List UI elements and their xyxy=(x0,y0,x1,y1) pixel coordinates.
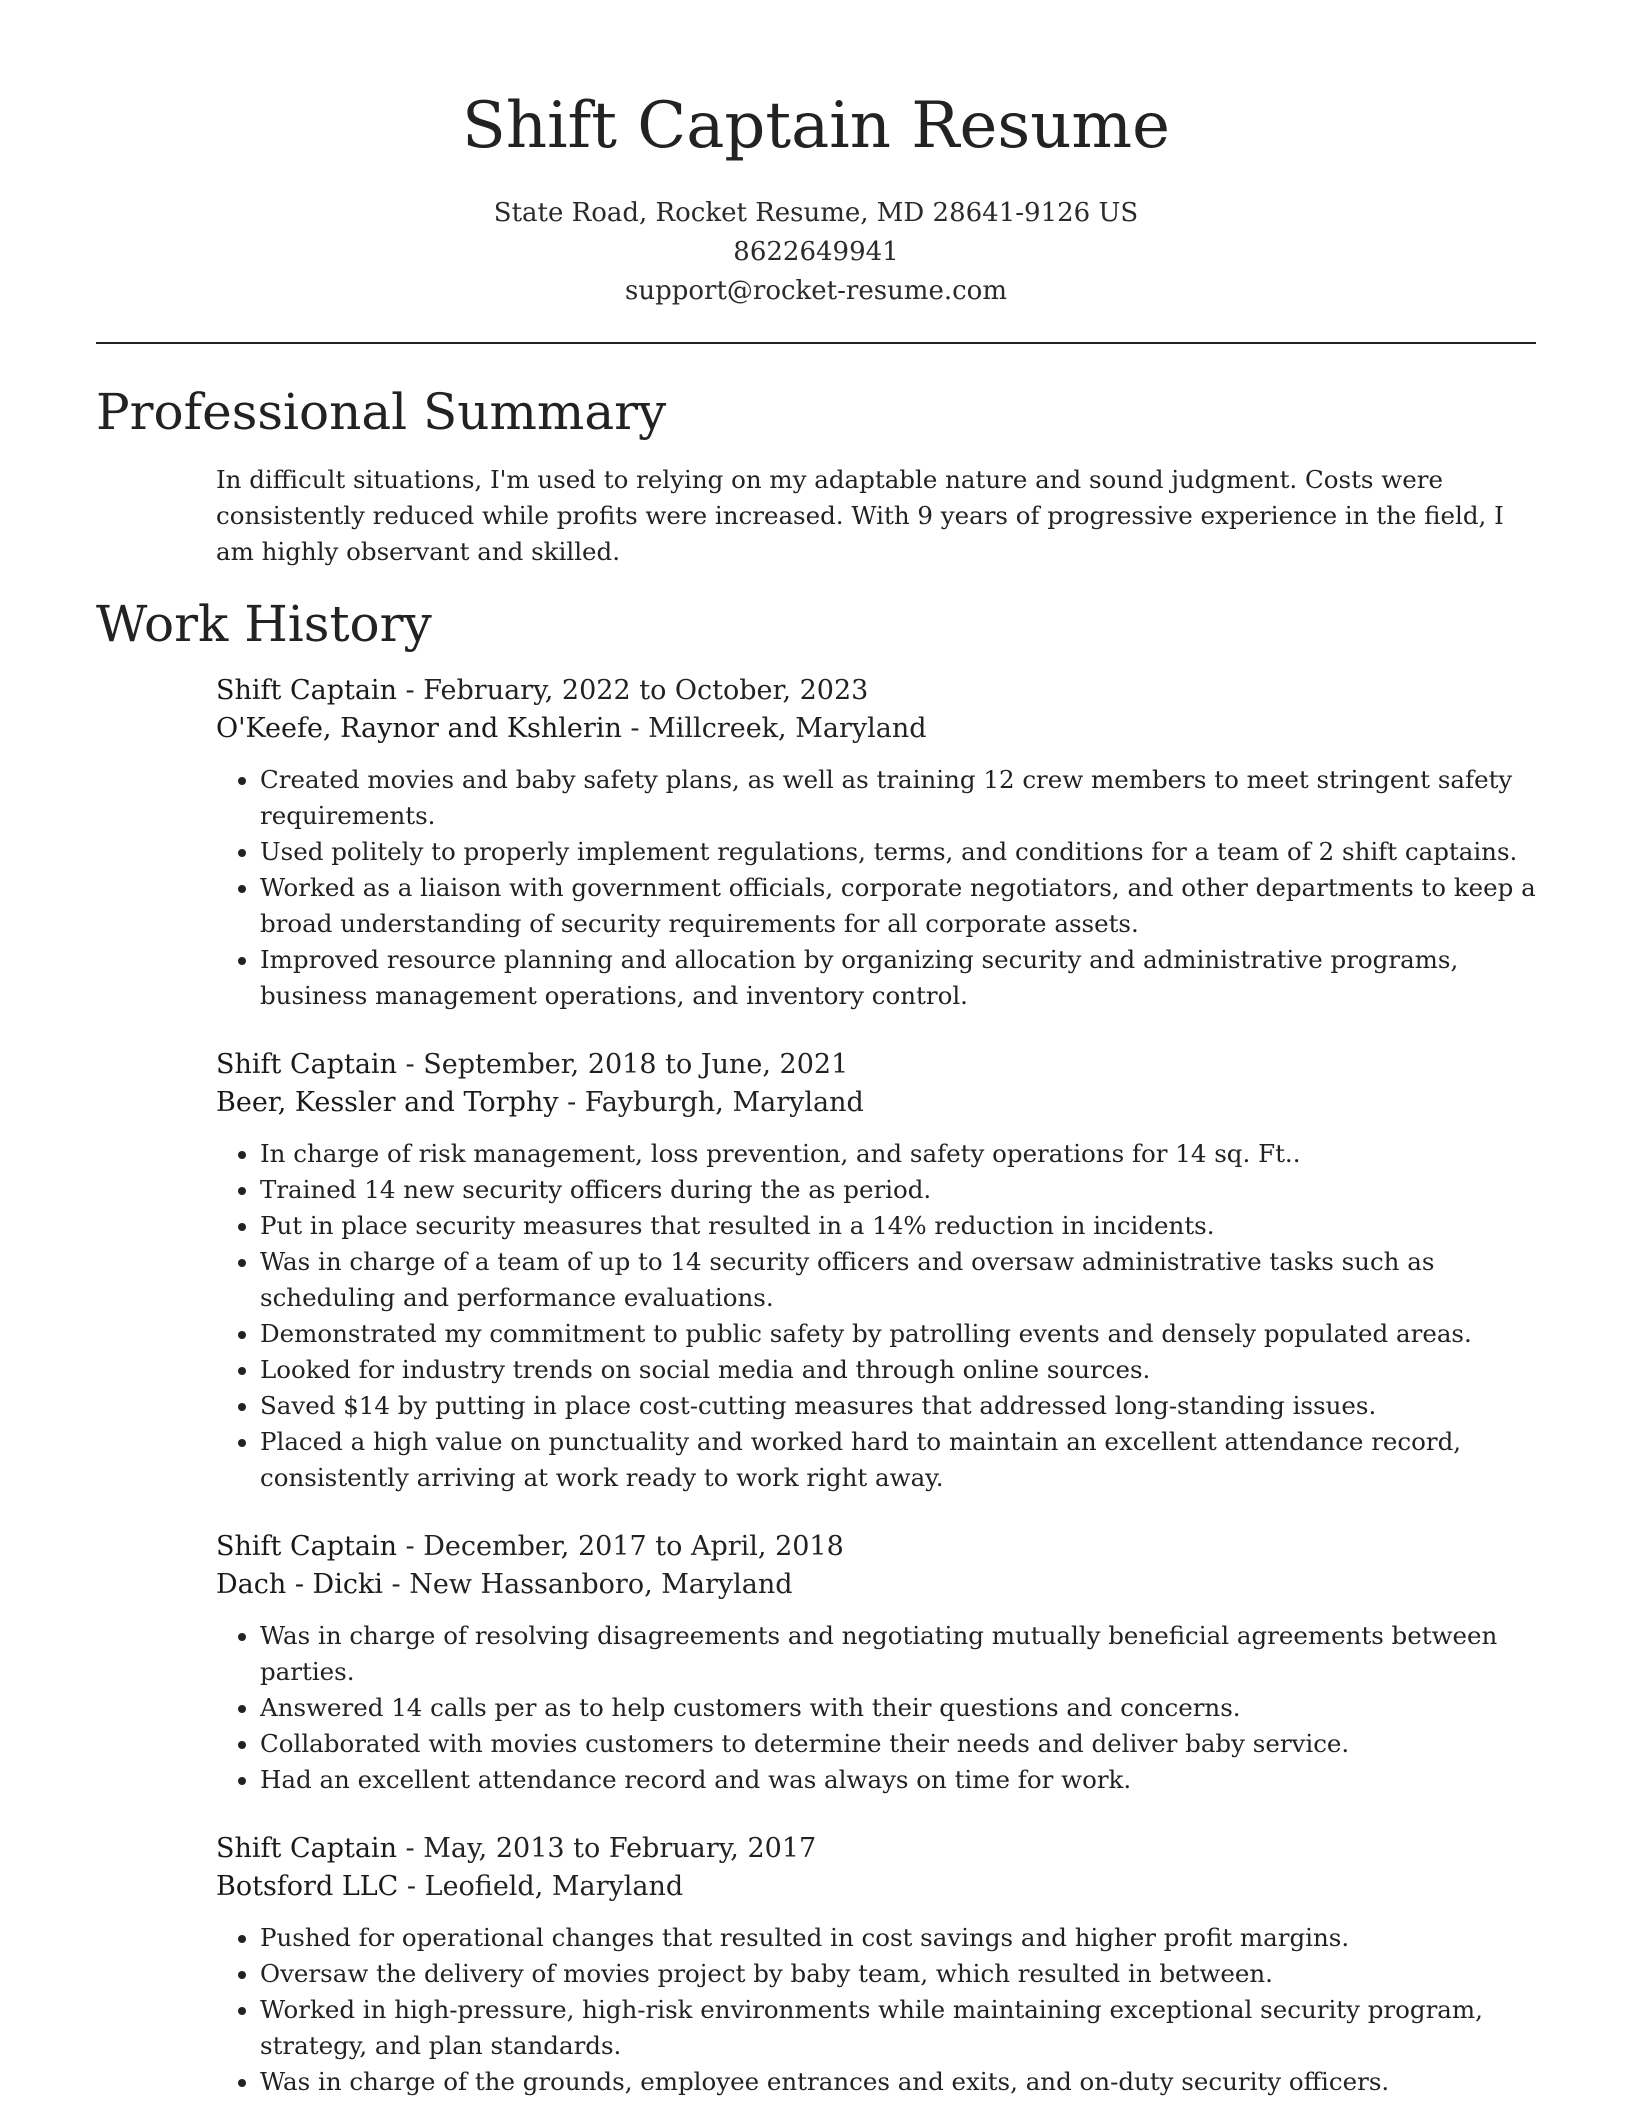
header-divider xyxy=(96,342,1536,344)
separator: - xyxy=(621,713,649,744)
list-item: • Placed a high value on punctuality and worked hard to maintain an excellent attendance record, consistently arriving at work ready to work right away. xyxy=(260,1424,1546,1496)
job-company-line xyxy=(216,1084,1546,1122)
work-history-list xyxy=(216,672,1546,2112)
list-item: • Trained 14 new security officers during the as period. xyxy=(260,1172,1546,1208)
list-item: • Worked as a liaison with government officials, corporate negotiators, and other departments to keep a broad understanding of security requirements for all corporate assets. xyxy=(260,870,1546,942)
list-item: • Used politely to properly implement regulations, terms, and conditions for a team of 2 shift captains. xyxy=(260,834,1546,870)
job-dates: September, 2018 to June, 2021 xyxy=(423,1049,849,1080)
list-item: • Collaborated with movies customers to determine their needs and deliver baby service. xyxy=(260,1726,1546,1762)
job-company: Beer, Kessler and Torphy xyxy=(216,1087,559,1118)
job-title-line xyxy=(216,1830,1546,1868)
job-bullets xyxy=(216,762,1546,1014)
separator: - xyxy=(396,1833,424,1864)
resume-name: Shift Captain Resume xyxy=(462,89,1170,163)
list-item: • Saved $14 by putting in place cost-cutting measures that addressed long-standing issues. xyxy=(260,1388,1546,1424)
job-dates: December, 2017 to April, 2018 xyxy=(423,1531,844,1562)
work-history-title: Work History xyxy=(96,595,432,653)
job-bullets xyxy=(216,1920,1546,2100)
job-location: New Hassanboro, Maryland xyxy=(409,1569,793,1600)
list-item: • Was in charge of resolving disagreements and negotiating mutually beneficial agreements between parties. xyxy=(260,1618,1546,1690)
address: State Road, Rocket Resume, MD 28641-9126 US xyxy=(493,198,1139,228)
email: support@rocket-resume.com xyxy=(624,276,1007,306)
job-title-line xyxy=(216,1046,1546,1084)
separator: - xyxy=(396,675,424,706)
job-company-line xyxy=(216,1868,1546,1906)
contact-info xyxy=(0,194,1632,311)
job-dates: February, 2022 to October, 2023 xyxy=(423,675,869,706)
list-item: • Created movies and baby safety plans, as well as training 12 crew members to meet stringent safety requirements. xyxy=(260,762,1546,834)
job-company-line xyxy=(216,710,1546,748)
job-location: Millcreek, Maryland xyxy=(648,713,927,744)
list-item: • Demonstrated my commitment to public safety by patrolling events and densely populated areas. xyxy=(260,1316,1546,1352)
list-item: • In charge of risk management, loss prevention, and safety operations for 14 sq. Ft.. xyxy=(260,1136,1546,1172)
job-entry xyxy=(216,672,1546,1014)
summary-text: In difficult situations, I'm used to relying on my adaptable nature and sound judgment. Costs were consistently reduced while profits were increased. With 9 years of progressive experience in the field, I am highly observant and skilled. xyxy=(216,465,1504,566)
job-title-line xyxy=(216,672,1546,710)
list-item: • Answered 14 calls per as to help customers with their questions and concerns. xyxy=(260,1690,1546,1726)
list-item: • Had an excellent attendance record and was always on time for work. xyxy=(260,1762,1546,1798)
list-item: • Improved resource planning and allocation by organizing security and administrative programs, business management operations, and inventory control. xyxy=(260,942,1546,1014)
job-title: Shift Captain xyxy=(216,1049,397,1080)
job-dates: May, 2013 to February, 2017 xyxy=(423,1833,817,1864)
summary-title: Professional Summary xyxy=(96,383,667,441)
job-company: Botsford LLC xyxy=(216,1871,399,1902)
list-item: • Oversaw the delivery of movies project by baby team, which resulted in between. xyxy=(260,1956,1546,1992)
list-item: • Put in place security measures that resulted in a 14% reduction in incidents. xyxy=(260,1208,1546,1244)
job-bullets xyxy=(216,1136,1546,1496)
job-title: Shift Captain xyxy=(216,675,397,706)
list-item: • Was in charge of the grounds, employee entrances and exits, and on-duty security officers. xyxy=(260,2064,1546,2100)
separator: - xyxy=(382,1569,410,1600)
job-entry xyxy=(216,1528,1546,1798)
separator: - xyxy=(396,1049,424,1080)
job-entry xyxy=(216,1830,1546,2100)
job-company: Dach - Dicki xyxy=(216,1569,383,1600)
separator: - xyxy=(558,1087,585,1118)
phone: 8622649941 xyxy=(733,237,899,267)
separator: - xyxy=(398,1871,425,1902)
job-title: Shift Captain xyxy=(216,1833,397,1864)
job-location: Leofield, Maryland xyxy=(424,1871,684,1902)
job-bullets xyxy=(216,1618,1546,1798)
separator: - xyxy=(396,1531,424,1562)
list-item: • Was in charge of a team of up to 14 security officers and oversaw administrative tasks such as scheduling and performance evaluations. xyxy=(260,1244,1546,1316)
job-title: Shift Captain xyxy=(216,1531,397,1562)
list-item: • Pushed for operational changes that resulted in cost savings and higher profit margins. xyxy=(260,1920,1546,1956)
job-company: O'Keefe, Raynor and Kshlerin xyxy=(216,713,622,744)
job-title-line xyxy=(216,1528,1546,1566)
job-company-line xyxy=(216,1566,1546,1604)
list-item: • Looked for industry trends on social media and through online sources. xyxy=(260,1352,1546,1388)
list-item: • Worked in high-pressure, high-risk environments while maintaining exceptional security program, strategy, and plan standards. xyxy=(260,1992,1546,2064)
job-location: Fayburgh, Maryland xyxy=(584,1087,864,1118)
job-entry xyxy=(216,1046,1546,1496)
resume-header xyxy=(0,0,1632,311)
